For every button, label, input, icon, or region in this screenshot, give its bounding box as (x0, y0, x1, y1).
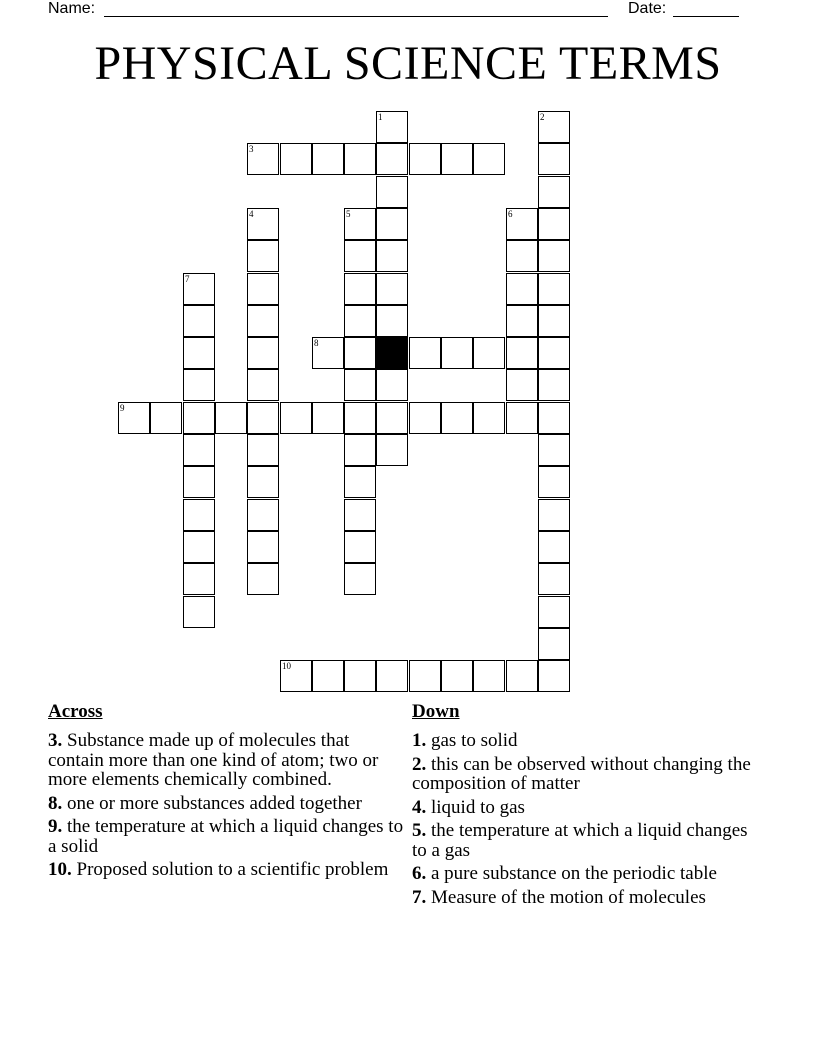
grid-cell[interactable] (506, 208, 538, 240)
black-cell (376, 337, 408, 369)
clue-text: gas to solid (431, 730, 518, 751)
grid-cell[interactable] (183, 305, 215, 337)
clue-number: 7. (412, 886, 427, 908)
cell-number: 3 (249, 144, 254, 154)
grid-cell[interactable] (538, 305, 570, 337)
grid-cell[interactable] (538, 499, 570, 531)
grid-cell[interactable] (183, 434, 215, 466)
grid-cell[interactable] (247, 305, 279, 337)
grid-cell[interactable] (183, 531, 215, 563)
grid-cell[interactable] (247, 531, 279, 563)
grid-cell[interactable] (183, 337, 215, 369)
cell-number: 8 (314, 338, 319, 348)
down-clue (412, 798, 752, 818)
name-label: Name: (48, 0, 96, 17)
grid-cell[interactable] (344, 369, 376, 401)
grid-cell[interactable] (538, 531, 570, 563)
grid-cell[interactable] (183, 402, 215, 434)
grid-cell[interactable] (247, 240, 279, 272)
grid-cell[interactable] (538, 434, 570, 466)
clue-number: 3. (48, 730, 63, 751)
clue-number: 1. (412, 730, 427, 751)
grid-cell[interactable] (247, 337, 279, 369)
clue-number: 2. (412, 753, 427, 775)
cell-number: 10 (282, 661, 291, 671)
clue-number: 5. (412, 820, 427, 841)
grid-cell[interactable] (183, 563, 215, 595)
clue-text: Measure of the motion of molecules (431, 886, 706, 908)
grid-cell[interactable] (473, 402, 505, 434)
grid-cell[interactable] (506, 402, 538, 434)
grid-cell[interactable] (247, 466, 279, 498)
grid-cell[interactable] (409, 402, 441, 434)
grid-cell[interactable] (280, 143, 312, 175)
grid-cell[interactable] (376, 434, 408, 466)
clue-text: the temperature at which a liquid changes to a gas (412, 820, 748, 861)
grid-cell[interactable] (473, 660, 505, 692)
grid-cell[interactable] (183, 499, 215, 531)
grid-cell[interactable] (473, 337, 505, 369)
down-clue (412, 888, 752, 908)
down-clue (412, 755, 752, 794)
grid-cell[interactable] (506, 369, 538, 401)
across-clue (48, 731, 404, 790)
grid-cell[interactable] (344, 208, 376, 240)
grid-cell[interactable] (538, 176, 570, 208)
grid-cell[interactable] (247, 499, 279, 531)
grid-cell[interactable] (344, 660, 376, 692)
grid-cell[interactable] (376, 273, 408, 305)
clue-number: 9. (48, 816, 63, 837)
grid-cell[interactable] (247, 208, 279, 240)
across-clue (48, 794, 404, 814)
grid-cell[interactable] (344, 305, 376, 337)
grid-cell[interactable] (344, 273, 376, 305)
grid-cell[interactable] (409, 337, 441, 369)
grid-cell[interactable] (344, 466, 376, 498)
grid-cell[interactable] (215, 402, 247, 434)
grid-cell[interactable] (441, 660, 473, 692)
down-clue (412, 731, 752, 751)
clue-number: 10. (48, 859, 72, 880)
grid-cell[interactable] (312, 143, 344, 175)
grid-cell[interactable] (118, 402, 150, 434)
grid-cell[interactable] (247, 369, 279, 401)
grid-cell[interactable] (538, 273, 570, 305)
grid-cell[interactable] (183, 466, 215, 498)
grid-cell[interactable] (538, 111, 570, 143)
grid-cell[interactable] (538, 563, 570, 595)
grid-cell[interactable] (344, 402, 376, 434)
grid-cell[interactable] (538, 596, 570, 628)
grid-cell[interactable] (376, 111, 408, 143)
grid-cell[interactable] (312, 402, 344, 434)
cell-number: 9 (120, 403, 125, 413)
grid-cell[interactable] (441, 337, 473, 369)
clue-number: 8. (48, 792, 63, 814)
grid-cell[interactable] (441, 143, 473, 175)
across-clue (48, 817, 404, 856)
across-heading: Across (48, 701, 103, 722)
grid-cell[interactable] (506, 240, 538, 272)
grid-cell[interactable] (280, 402, 312, 434)
clue-text: Proposed solution to a scientific problem (76, 859, 389, 880)
grid-cell[interactable] (376, 305, 408, 337)
grid-cell[interactable] (441, 402, 473, 434)
clue-text: a pure substance on the periodic table (431, 863, 717, 884)
grid-cell[interactable] (376, 240, 408, 272)
clue-text: liquid to gas (431, 796, 525, 818)
grid-cell[interactable] (538, 466, 570, 498)
grid-cell[interactable] (376, 208, 408, 240)
clue-text: this can be observed without changing the composition of matter (412, 753, 751, 794)
clue-text: the temperature at which a liquid changes to a solid (48, 816, 404, 857)
grid-cell[interactable] (183, 369, 215, 401)
across-clue (48, 860, 404, 880)
grid-cell[interactable] (538, 240, 570, 272)
grid-cell[interactable] (409, 660, 441, 692)
grid-cell[interactable] (247, 434, 279, 466)
grid-cell[interactable] (506, 337, 538, 369)
cell-number: 1 (378, 112, 383, 122)
down-clues (412, 700, 752, 911)
grid-cell[interactable] (344, 563, 376, 595)
cell-number: 4 (249, 209, 254, 219)
cell-number: 2 (540, 112, 545, 122)
grid-cell[interactable] (344, 240, 376, 272)
grid-cell[interactable] (473, 143, 505, 175)
grid-cell[interactable] (538, 369, 570, 401)
grid-cell[interactable] (344, 434, 376, 466)
clue-number: 4. (412, 796, 427, 818)
grid-cell[interactable] (280, 660, 312, 692)
cell-number: 6 (508, 209, 513, 219)
grid-cell[interactable] (538, 337, 570, 369)
grid-cell[interactable] (506, 273, 538, 305)
page-title: PHYSICAL SCIENCE TERMS (94, 37, 722, 90)
grid-cell[interactable] (376, 176, 408, 208)
date-label: Date: (628, 0, 667, 17)
grid-cell[interactable] (376, 143, 408, 175)
grid-cell[interactable] (247, 402, 279, 434)
grid-cell[interactable] (506, 305, 538, 337)
grid-cell[interactable] (376, 369, 408, 401)
down-clue (412, 864, 752, 884)
down-heading: Down (412, 701, 460, 722)
grid-cell[interactable] (538, 402, 570, 434)
grid-cell[interactable] (150, 402, 182, 434)
grid-cell[interactable] (409, 143, 441, 175)
grid-cell[interactable] (376, 402, 408, 434)
grid-cell[interactable] (538, 628, 570, 660)
grid-cell[interactable] (538, 143, 570, 175)
grid-cell[interactable] (344, 499, 376, 531)
grid-cell[interactable] (538, 660, 570, 692)
grid-cell[interactable] (183, 596, 215, 628)
grid-cell[interactable] (247, 273, 279, 305)
clue-number: 6. (412, 863, 427, 884)
across-clues (48, 700, 404, 884)
grid-cell[interactable] (183, 273, 215, 305)
cell-number: 5 (346, 209, 351, 219)
grid-cell[interactable] (506, 660, 538, 692)
grid-cell[interactable] (344, 143, 376, 175)
grid-cell[interactable] (247, 143, 279, 175)
clue-text: Substance made up of molecules that contain more than one kind of atom; two or more elements chemically combined. (48, 730, 379, 790)
grid-cell[interactable] (376, 660, 408, 692)
grid-cell[interactable] (312, 660, 344, 692)
grid-cell[interactable] (538, 208, 570, 240)
clue-text: one or more substances added together (67, 792, 362, 814)
grid-cell[interactable] (312, 337, 344, 369)
grid-cell[interactable] (247, 563, 279, 595)
grid-cell[interactable] (344, 531, 376, 563)
cell-number: 7 (185, 274, 190, 284)
down-clue (412, 821, 752, 860)
grid-cell[interactable] (344, 337, 376, 369)
